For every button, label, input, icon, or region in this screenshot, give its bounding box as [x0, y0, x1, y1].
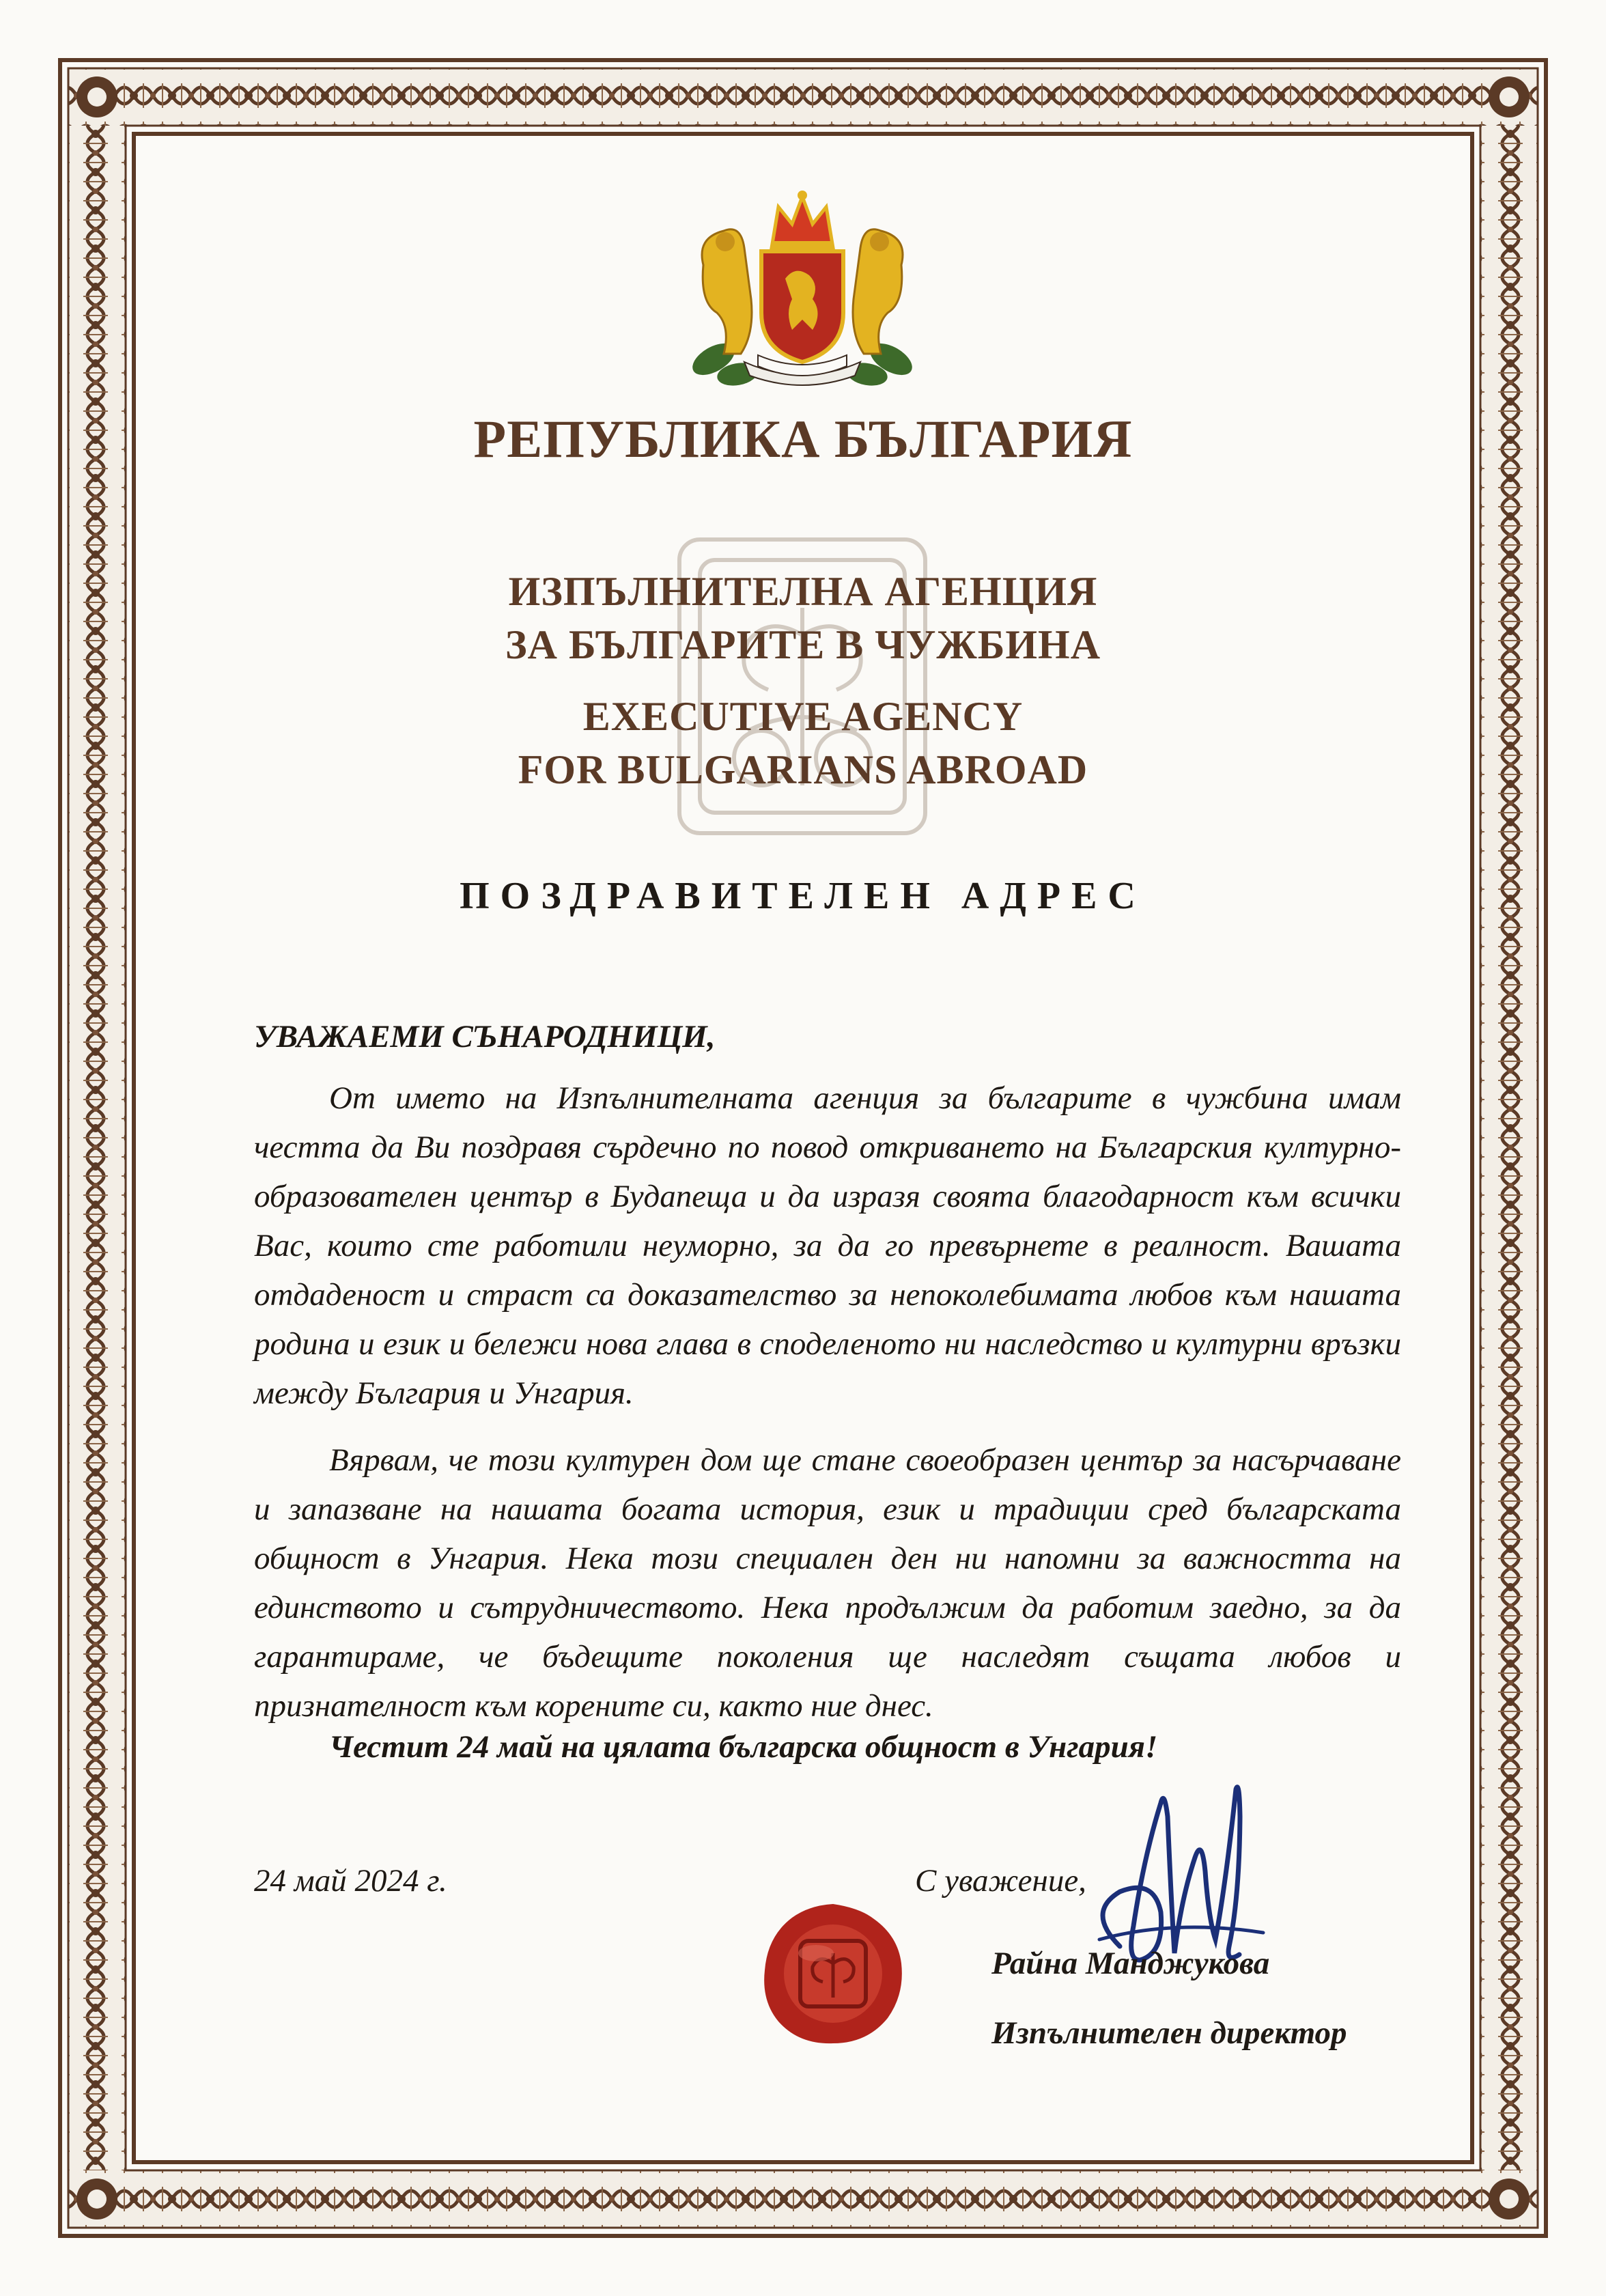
wax-seal [758, 1899, 908, 2049]
agency-en-line2: FOR BULGARIANS ABROAD [518, 747, 1088, 792]
document-date: 24 май 2024 г. [254, 1863, 447, 1899]
salutation: УВАЖАЕМИ СЪНАРОДНИЦИ, [254, 1019, 716, 1054]
agency-name-bulgarian [0, 565, 1606, 671]
agency-bg-line1: ИЗПЪЛНИТЕЛНА АГЕНЦИЯ [508, 569, 1098, 614]
agency-en-line1: EXECUTIVE AGENCY [582, 694, 1024, 739]
paragraph-2-text: Вярвам, че този културен дом ще стане своеобразен център за насърчаване и запазване на нашата богата история, език и традиции сред българската общност в Унгария. Нека този специален ден ни напомни за важността на единството и сътрудничеството. Нека продължим да работим заедно, за да гарантираме, че бъдещите поколения ще наследят същата любов и признателност към корените си, както ние днес. [254, 1442, 1401, 1724]
closing-wish-text: Честит 24 май на цялата българска общност в Унгария! [329, 1729, 1158, 1765]
closing-wish [254, 1722, 1401, 1772]
republic-heading: РЕПУБЛИКА БЪЛГАРИЯ [473, 409, 1133, 468]
paragraph-2 [254, 1436, 1401, 1731]
regards-text: С уважение, [915, 1863, 1086, 1899]
signer-name: Райна Манджукова [991, 1946, 1270, 1981]
document-title: ПОЗДРАВИТЕЛЕН АДРЕС [460, 875, 1146, 917]
agency-name-english [0, 690, 1606, 796]
coat-of-arms-emblem [676, 183, 929, 395]
agency-bg-line2: ЗА БЪЛГАРИТЕ В ЧУЖБИНА [505, 622, 1101, 667]
paragraph-1 [254, 1074, 1401, 1418]
signer-role: Изпълнителен директор [991, 2015, 1347, 2051]
signature [1079, 1776, 1277, 2021]
paragraph-1-text: От името на Изпълнителната агенция за българите в чужбина имам честта да Ви поздравя сърдечно по повод откриването на Българския културно-образователен център в Будапеща и да изразя своята благодарност към всички Вас, които сте работили неуморно, за да го превърнете в реалност. Вашата отдаденост и страст са доказателство за непоколебимата любов към нашата родина и език и бележи нова глава в споделеното ни наследство и културни връзки между България и Унгария. [254, 1080, 1401, 1411]
